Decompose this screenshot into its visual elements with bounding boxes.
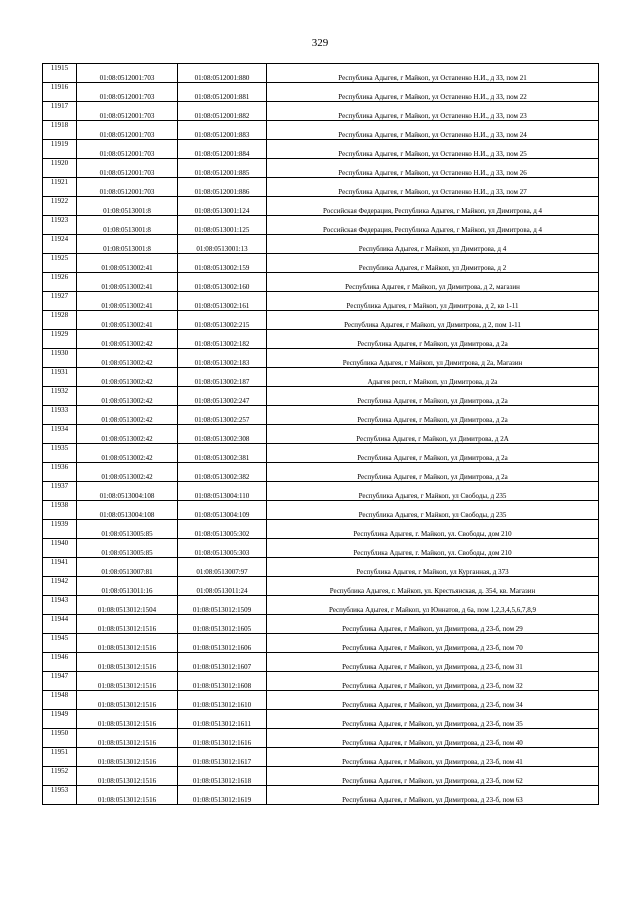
row-number-cell: 11939 [43, 520, 77, 539]
parent-cadastral-number-cell: 01:08:0512001:703 [77, 140, 178, 159]
cadastral-number-cell: 01:08:0513012:1618 [178, 767, 267, 786]
cadastral-number-cell: 01:08:0513012:1619 [178, 786, 267, 805]
table-row [43, 406, 599, 425]
parent-cadastral-number-cell: 01:08:0513005:85 [77, 520, 178, 539]
table-row [43, 235, 599, 254]
parent-cadastral-number-cell: 01:08:0513012:1516 [77, 634, 178, 653]
row-number-cell: 11937 [43, 482, 77, 501]
parent-cadastral-number-cell: 01:08:0513001:8 [77, 216, 178, 235]
table-row [43, 748, 599, 767]
parent-cadastral-number-cell: 01:08:0513002:42 [77, 463, 178, 482]
cadastral-number-cell: 01:08:0513012:1607 [178, 653, 267, 672]
table-row [43, 330, 599, 349]
table-row [43, 311, 599, 330]
table-row [43, 349, 599, 368]
address-cell: Российская Федерация, Республика Адыгея, г Майкоп, ул Димитрова, д 4 [267, 197, 599, 216]
row-number-cell: 11948 [43, 691, 77, 710]
table-row [43, 387, 599, 406]
parent-cadastral-number-cell: 01:08:0513004:108 [77, 482, 178, 501]
row-number-cell: 11938 [43, 501, 77, 520]
row-number-cell: 11923 [43, 216, 77, 235]
address-cell: Республика Адыгея, г Майкоп, ул Димитрова, д 23-б, пом 62 [267, 767, 599, 786]
cadastral-number-cell: 01:08:0513012:1617 [178, 748, 267, 767]
cadastral-number-cell: 01:08:0513012:1509 [178, 596, 267, 615]
table-row [43, 767, 599, 786]
address-cell: Республика Адыгея, г Майкоп, ул Димитрова, д 23-б, пом 40 [267, 729, 599, 748]
address-cell: Республика Адыгея, г Майкоп, ул Димитрова, д 2, кв 1-11 [267, 292, 599, 311]
address-cell: Республика Адыгея, г Майкоп, ул Остапенко Н.И., д 33, пом 25 [267, 140, 599, 159]
address-cell: Республика Адыгея, г Майкоп, ул Остапенко Н.И., д 33, пом 24 [267, 121, 599, 140]
table-row [43, 501, 599, 520]
row-number-cell: 11952 [43, 767, 77, 786]
cadastral-number-cell: 01:08:0513002:215 [178, 311, 267, 330]
row-number-cell: 11940 [43, 539, 77, 558]
parent-cadastral-number-cell: 01:08:0513012:1516 [77, 786, 178, 805]
parent-cadastral-number-cell: 01:08:0513012:1516 [77, 615, 178, 634]
row-number-cell: 11922 [43, 197, 77, 216]
cadastral-number-cell: 01:08:0513001:13 [178, 235, 267, 254]
table-row [43, 425, 599, 444]
row-number-cell: 11915 [43, 64, 77, 83]
cadastral-number-cell: 01:08:0513002:247 [178, 387, 267, 406]
address-cell: Республика Адыгея, г Майкоп, ул Димитрова, д 2а [267, 330, 599, 349]
address-cell: Республика Адыгея, г Майкоп, ул Димитрова, д 2а, Магазин [267, 349, 599, 368]
row-number-cell: 11920 [43, 159, 77, 178]
cadastral-number-cell: 01:08:0512001:884 [178, 140, 267, 159]
row-number-cell: 11945 [43, 634, 77, 653]
cadastral-number-cell: 01:08:0513002:182 [178, 330, 267, 349]
parent-cadastral-number-cell: 01:08:0513012:1516 [77, 748, 178, 767]
table-row [43, 444, 599, 463]
table-row [43, 539, 599, 558]
address-cell: Республика Адыгея, г Майкоп, ул Димитрова, д 23-б, пом 41 [267, 748, 599, 767]
address-cell: Республика Адыгея, г Майкоп, ул Свободы, д 235 [267, 501, 599, 520]
table-row [43, 596, 599, 615]
address-cell: Республика Адыгея, г. Майкоп, ул. Крестьянская, д. 354, кв. Магазин [267, 577, 599, 596]
cadastral-number-cell: 01:08:0513012:1605 [178, 615, 267, 634]
parent-cadastral-number-cell: 01:08:0513012:1516 [77, 729, 178, 748]
cadastral-number-cell: 01:08:0513002:308 [178, 425, 267, 444]
row-number-cell: 11934 [43, 425, 77, 444]
address-cell: Республика Адыгея, г Майкоп, ул Димитрова, д 2, пом 1-11 [267, 311, 599, 330]
cadastral-number-cell: 01:08:0513001:125 [178, 216, 267, 235]
row-number-cell: 11933 [43, 406, 77, 425]
address-cell: Республика Адыгея, г Майкоп, ул Димитрова, д 2а [267, 387, 599, 406]
parent-cadastral-number-cell: 01:08:0513012:1504 [77, 596, 178, 615]
cadastral-number-cell: 01:08:0513002:161 [178, 292, 267, 311]
cadastral-number-cell: 01:08:0513002:160 [178, 273, 267, 292]
page-number: 329 [311, 37, 329, 49]
registry-table-body [43, 64, 599, 805]
address-cell: Республика Адыгея, г Майкоп, ул Свободы, д 235 [267, 482, 599, 501]
table-row [43, 710, 599, 729]
address-cell: Республика Адыгея, г Майкоп, ул Димитрова, д 2, магазин [267, 273, 599, 292]
table-row [43, 140, 599, 159]
table-row [43, 653, 599, 672]
parent-cadastral-number-cell: 01:08:0512001:703 [77, 64, 178, 83]
cadastral-number-cell: 01:08:0512001:886 [178, 178, 267, 197]
table-row [43, 254, 599, 273]
address-cell: Республика Адыгея, г Майкоп, ул Остапенко Н.И., д 33, пом 26 [267, 159, 599, 178]
address-cell: Республика Адыгея, г Майкоп, ул Димитрова, д 23-б, пом 63 [267, 786, 599, 805]
row-number-cell: 11927 [43, 292, 77, 311]
parent-cadastral-number-cell: 01:08:0513002:41 [77, 292, 178, 311]
table-row [43, 558, 599, 577]
address-cell: Республика Адыгея, г Майкоп, ул Остапенко Н.И., д 33, пом 21 [267, 64, 599, 83]
table-row [43, 102, 599, 121]
cadastral-number-cell: 01:08:0513002:381 [178, 444, 267, 463]
row-number-cell: 11929 [43, 330, 77, 349]
address-cell: Республика Адыгея, г Майкоп, ул Курганная, д 373 [267, 558, 599, 577]
row-number-cell: 11931 [43, 368, 77, 387]
address-cell: Республика Адыгея, г Майкоп, ул Остапенко Н.И., д 33, пом 23 [267, 102, 599, 121]
row-number-cell: 11919 [43, 140, 77, 159]
address-cell: Республика Адыгея, г Майкоп, ул Димитрова, д 23-б, пом 35 [267, 710, 599, 729]
row-number-cell: 11935 [43, 444, 77, 463]
address-cell: Республика Адыгея, г Майкоп, ул Димитрова, д 2а [267, 406, 599, 425]
cadastral-number-cell: 01:08:0513005:303 [178, 539, 267, 558]
row-number-cell: 11924 [43, 235, 77, 254]
address-cell: Республика Адыгея, г. Майкоп, ул. Свободы, дом 210 [267, 539, 599, 558]
row-number-cell: 11953 [43, 786, 77, 805]
row-number-cell: 11918 [43, 121, 77, 140]
row-number-cell: 11949 [43, 710, 77, 729]
cadastral-number-cell: 01:08:0513012:1608 [178, 672, 267, 691]
cadastral-number-cell: 01:08:0513007:97 [178, 558, 267, 577]
table-row [43, 64, 599, 83]
row-number-cell: 11950 [43, 729, 77, 748]
cadastral-number-cell: 01:08:0513012:1610 [178, 691, 267, 710]
table-row [43, 159, 599, 178]
cadastral-number-cell: 01:08:0513011:24 [178, 577, 267, 596]
row-number-cell: 11936 [43, 463, 77, 482]
row-number-cell: 11926 [43, 273, 77, 292]
row-number-cell: 11921 [43, 178, 77, 197]
address-cell: Республика Адыгея, г Майкоп, ул Юннатов, д 6а, пом 1,2,3,4,5,6,7,8,9 [267, 596, 599, 615]
table-row [43, 121, 599, 140]
row-number-cell: 11942 [43, 577, 77, 596]
parent-cadastral-number-cell: 01:08:0512001:703 [77, 121, 178, 140]
address-cell: Республика Адыгея, г Майкоп, ул Остапенко Н.И., д 33, пом 22 [267, 83, 599, 102]
parent-cadastral-number-cell: 01:08:0513012:1516 [77, 691, 178, 710]
table-row [43, 216, 599, 235]
cadastral-number-cell: 01:08:0513004:110 [178, 482, 267, 501]
address-cell: Республика Адыгея, г Майкоп, ул Димитрова, д 2а [267, 463, 599, 482]
parent-cadastral-number-cell: 01:08:0513002:42 [77, 349, 178, 368]
table-row [43, 482, 599, 501]
address-cell: Республика Адыгея, г Майкоп, ул Димитрова, д 2А [267, 425, 599, 444]
address-cell: Республика Адыгея, г Майкоп, ул Димитрова, д 23-б, пом 34 [267, 691, 599, 710]
parent-cadastral-number-cell: 01:08:0513002:42 [77, 444, 178, 463]
cadastral-number-cell: 01:08:0513012:1606 [178, 634, 267, 653]
row-number-cell: 11943 [43, 596, 77, 615]
address-cell: Республика Адыгея, г Майкоп, ул Димитрова, д 2 [267, 254, 599, 273]
parent-cadastral-number-cell: 01:08:0513012:1516 [77, 653, 178, 672]
table-row [43, 178, 599, 197]
table-row [43, 368, 599, 387]
address-cell: Республика Адыгея, г Майкоп, ул Димитрова, д 4 [267, 235, 599, 254]
cadastral-number-cell: 01:08:0513002:257 [178, 406, 267, 425]
parent-cadastral-number-cell: 01:08:0513002:42 [77, 330, 178, 349]
address-cell: Республика Адыгея, г. Майкоп, ул. Свободы, дом 210 [267, 520, 599, 539]
parent-cadastral-number-cell: 01:08:0513002:42 [77, 425, 178, 444]
table-row [43, 634, 599, 653]
cadastral-number-cell: 01:08:0513005:302 [178, 520, 267, 539]
cadastral-number-cell: 01:08:0512001:883 [178, 121, 267, 140]
table-row [43, 463, 599, 482]
row-number-cell: 11928 [43, 311, 77, 330]
parent-cadastral-number-cell: 01:08:0513002:41 [77, 254, 178, 273]
address-cell: Республика Адыгея, г Майкоп, ул Димитрова, д 23-б, пом 29 [267, 615, 599, 634]
parent-cadastral-number-cell: 01:08:0513004:108 [77, 501, 178, 520]
parent-cadastral-number-cell: 01:08:0512001:703 [77, 83, 178, 102]
row-number-cell: 11932 [43, 387, 77, 406]
parent-cadastral-number-cell: 01:08:0512001:703 [77, 159, 178, 178]
parent-cadastral-number-cell: 01:08:0512001:703 [77, 102, 178, 121]
parent-cadastral-number-cell: 01:08:0513007:81 [77, 558, 178, 577]
cadastral-number-cell: 01:08:0513002:159 [178, 254, 267, 273]
table-row [43, 577, 599, 596]
address-cell: Республика Адыгея, г Майкоп, ул Димитрова, д 23-б, пом 32 [267, 672, 599, 691]
cadastral-number-cell: 01:08:0512001:885 [178, 159, 267, 178]
cadastral-number-cell: 01:08:0513002:183 [178, 349, 267, 368]
address-cell: Российская Федерация, Республика Адыгея, г Майкоп, ул Димитрова, д 4 [267, 216, 599, 235]
table-row [43, 672, 599, 691]
cadastral-number-cell: 01:08:0513002:382 [178, 463, 267, 482]
row-number-cell: 11947 [43, 672, 77, 691]
table-row [43, 786, 599, 805]
row-number-cell: 11941 [43, 558, 77, 577]
address-cell: Адыгея респ, г Майкоп, ул Димитрова, д 2а [267, 368, 599, 387]
address-cell: Республика Адыгея, г Майкоп, ул Димитрова, д 23-б, пом 70 [267, 634, 599, 653]
row-number-cell: 11930 [43, 349, 77, 368]
cadastral-number-cell: 01:08:0512001:881 [178, 83, 267, 102]
row-number-cell: 11925 [43, 254, 77, 273]
row-number-cell: 11951 [43, 748, 77, 767]
address-cell: Республика Адыгея, г Майкоп, ул Димитрова, д 2а [267, 444, 599, 463]
parent-cadastral-number-cell: 01:08:0513012:1516 [77, 710, 178, 729]
registry-table [42, 63, 599, 805]
parent-cadastral-number-cell: 01:08:0513001:8 [77, 235, 178, 254]
table-row [43, 691, 599, 710]
parent-cadastral-number-cell: 01:08:0512001:703 [77, 178, 178, 197]
table-row [43, 273, 599, 292]
row-number-cell: 11946 [43, 653, 77, 672]
parent-cadastral-number-cell: 01:08:0513002:42 [77, 368, 178, 387]
parent-cadastral-number-cell: 01:08:0513002:42 [77, 387, 178, 406]
cadastral-number-cell: 01:08:0513012:1611 [178, 710, 267, 729]
cadastral-number-cell: 01:08:0513004:109 [178, 501, 267, 520]
cadastral-number-cell: 01:08:0512001:882 [178, 102, 267, 121]
address-cell: Республика Адыгея, г Майкоп, ул Димитрова, д 23-б, пом 31 [267, 653, 599, 672]
parent-cadastral-number-cell: 01:08:0513012:1516 [77, 767, 178, 786]
table-row [43, 520, 599, 539]
cadastral-number-cell: 01:08:0513012:1616 [178, 729, 267, 748]
table-row [43, 615, 599, 634]
row-number-cell: 11916 [43, 83, 77, 102]
parent-cadastral-number-cell: 01:08:0513011:16 [77, 577, 178, 596]
address-cell: Республика Адыгея, г Майкоп, ул Остапенко Н.И., д 33, пом 27 [267, 178, 599, 197]
table-row [43, 729, 599, 748]
cadastral-number-cell: 01:08:0513002:187 [178, 368, 267, 387]
row-number-cell: 11917 [43, 102, 77, 121]
table-row [43, 83, 599, 102]
table-row [43, 292, 599, 311]
parent-cadastral-number-cell: 01:08:0513002:41 [77, 273, 178, 292]
parent-cadastral-number-cell: 01:08:0513012:1516 [77, 672, 178, 691]
parent-cadastral-number-cell: 01:08:0513001:8 [77, 197, 178, 216]
parent-cadastral-number-cell: 01:08:0513005:85 [77, 539, 178, 558]
cadastral-number-cell: 01:08:0513001:124 [178, 197, 267, 216]
cadastral-number-cell: 01:08:0512001:880 [178, 64, 267, 83]
parent-cadastral-number-cell: 01:08:0513002:42 [77, 406, 178, 425]
parent-cadastral-number-cell: 01:08:0513002:41 [77, 311, 178, 330]
row-number-cell: 11944 [43, 615, 77, 634]
table-row [43, 197, 599, 216]
